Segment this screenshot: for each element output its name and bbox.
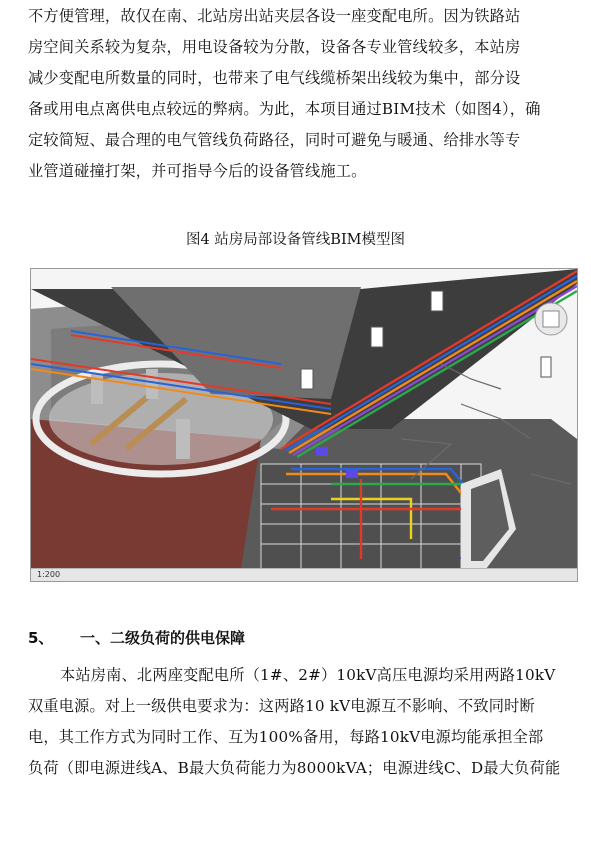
paragraph-line: 备或用电点离供电点较远的弊病。为此，本项目通过BIM技术（如图4），确 [28, 100, 541, 118]
paragraph-line: 本站房南、北两座变配电所（1#、2#）10kV高压电源均采用两路10kV [60, 666, 556, 684]
section-number: 5、 [28, 629, 54, 647]
paragraph-intro [28, 1, 568, 187]
equipment-box [316, 447, 328, 456]
paragraph-line: 定较简短、最合理的电气管线负荷路径，同时可避免与暖通、给排水等专 [28, 131, 521, 149]
paragraph-line: 负荷（即电源进线A、B最大负荷能力为8000kVA；电源进线C、D最大负荷能 [28, 759, 561, 777]
view-cube-icon [535, 303, 567, 335]
paragraph-line: 不方便管理，故仅在南、北站房出站夹层各设一座变配电所。因为铁路站 [28, 7, 521, 25]
bim-model-figure [30, 268, 578, 582]
scale-label: 1:200 [37, 570, 61, 579]
paragraph-power-supply [28, 660, 568, 784]
paragraph-line: 减少变配电所数量的同时，也带来了电气线缆桥架出线较为集中，部分设 [28, 69, 521, 87]
equipment-box [346, 469, 358, 478]
paragraph-line: 双重电源。对上一级供电要求为：这两路10 kV电源互不影响、不致同时断 [28, 697, 535, 715]
figure-caption: 图4 站房局部设备管线BIM模型图 [185, 232, 406, 248]
section-title: 一、二级负荷的供电保障 [80, 629, 246, 647]
bim-model-render [31, 269, 577, 569]
paragraph-line: 业管道碰撞打架，并可指导今后的设备管线施工。 [28, 162, 367, 180]
paragraph-line: 房空间关系较为复杂，用电设备较为分散，设备各专业管线较多，本站房 [28, 38, 521, 56]
viewer-status-bar [31, 568, 577, 581]
equipment-room-grid [261, 464, 481, 569]
paragraph-line: 电，其工作方式为同时工作、互为100%备用，每路10kV电源均能承担全部 [28, 728, 544, 746]
section-heading [28, 627, 245, 648]
